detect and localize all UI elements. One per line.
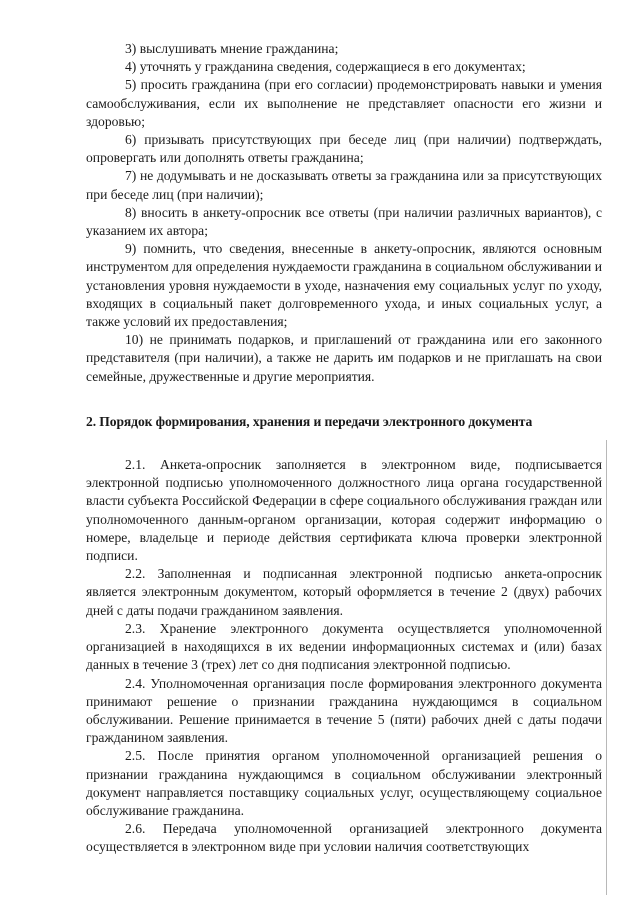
list-item: 8) вносить в анкету-опросник все ответы (при наличии различных вариантов), с указанием их автора; <box>86 204 602 239</box>
section-heading: 2. Порядок формирования, хранения и передачи электронного документа <box>86 413 533 429</box>
list-item: 6) призывать присутствующих при беседе лиц (при наличии) подтверждать, опровергать или дополнять ответы гражданина; <box>86 132 602 166</box>
document-page <box>86 40 602 857</box>
list-item: 5) просить гражданина (при его согласии) продемонстрировать навыки и умения самообслуживания, если их выполнение не представляет опасности его жизни и здоровью; <box>86 77 602 129</box>
list-item: 4) уточнять у гражданина сведения, содержащиеся в его документах; <box>125 59 526 75</box>
section-paragraph: 2.3. Хранение электронного документа осуществляется уполномоченной организацией в находящихся в их ведении информационных системах и (или) базах данных в течение 3 (трех) лет со дня подписания электронной подписью. <box>86 620 602 673</box>
section-paragraph: 2.4. Уполномоченная организация после формирования электронного документа принимают решение о признании гражданина нуждающимся в социальном обслуживании. Решение принимается в течение 5 (пяти) рабочих дней с даты подачи гражданином заявления. <box>86 675 602 746</box>
list-item: 3) выслушивать мнение гражданина; <box>125 41 339 56</box>
list-item: 7) не додумывать и не досказывать ответы за гражданина или за присутствующих при беседе лиц (при наличии); <box>86 168 602 202</box>
list-item: 10) не принимать подарков, и приглашений от гражданина или его законного представителя (при наличии), а также не дарить им подарков и не приглашать на свои семейные, дружественные и другие мероприятия. <box>86 332 602 384</box>
list-item: 9) помнить, что сведения, внесенные в анкету-опросник, являются основным инструментом для определения нуждаемости гражданина в социальном обслуживании и установления уровня нуждаемости в уходе, назначения ему социальных услуг по уходу, входящих в социальный пакет долговременного ухода, и иных социальных услуг, а также условий их предоставления; <box>86 241 602 330</box>
scan-edge-line <box>606 440 607 895</box>
section-paragraph: 2.1. Анкета-опросник заполняется в электронном виде, подписывается электронной подписью уполномоченного должностного лица органа государственной власти субъекта Российской Федерации в сфере социального обслуживания граждан или уполномоченного данным-органом организации, которая содержит информацию о номере, владельце и периоде действия сертификата ключа проверки электронной подписи. <box>86 457 602 564</box>
section-paragraph: 2.2. Заполненная и подписанная электронной подписью анкета-опросник является электронным документом, который оформляется в течение 2 (двух) рабочих дней с даты подачи гражданином заявления. <box>86 566 602 618</box>
section-paragraph: 2.5. После принятия органом уполномоченной организацией решения о признании гражданина нуждающимся в социальном обслуживании электронный документ направляется поставщику социальных услуг, осуществляющему социальное обслуживание гражданина. <box>86 748 602 818</box>
section-paragraph: 2.6. Передача уполномоченной организацией электронного документа осуществляется в электронном виде при условии наличия соответствующих <box>86 821 602 855</box>
